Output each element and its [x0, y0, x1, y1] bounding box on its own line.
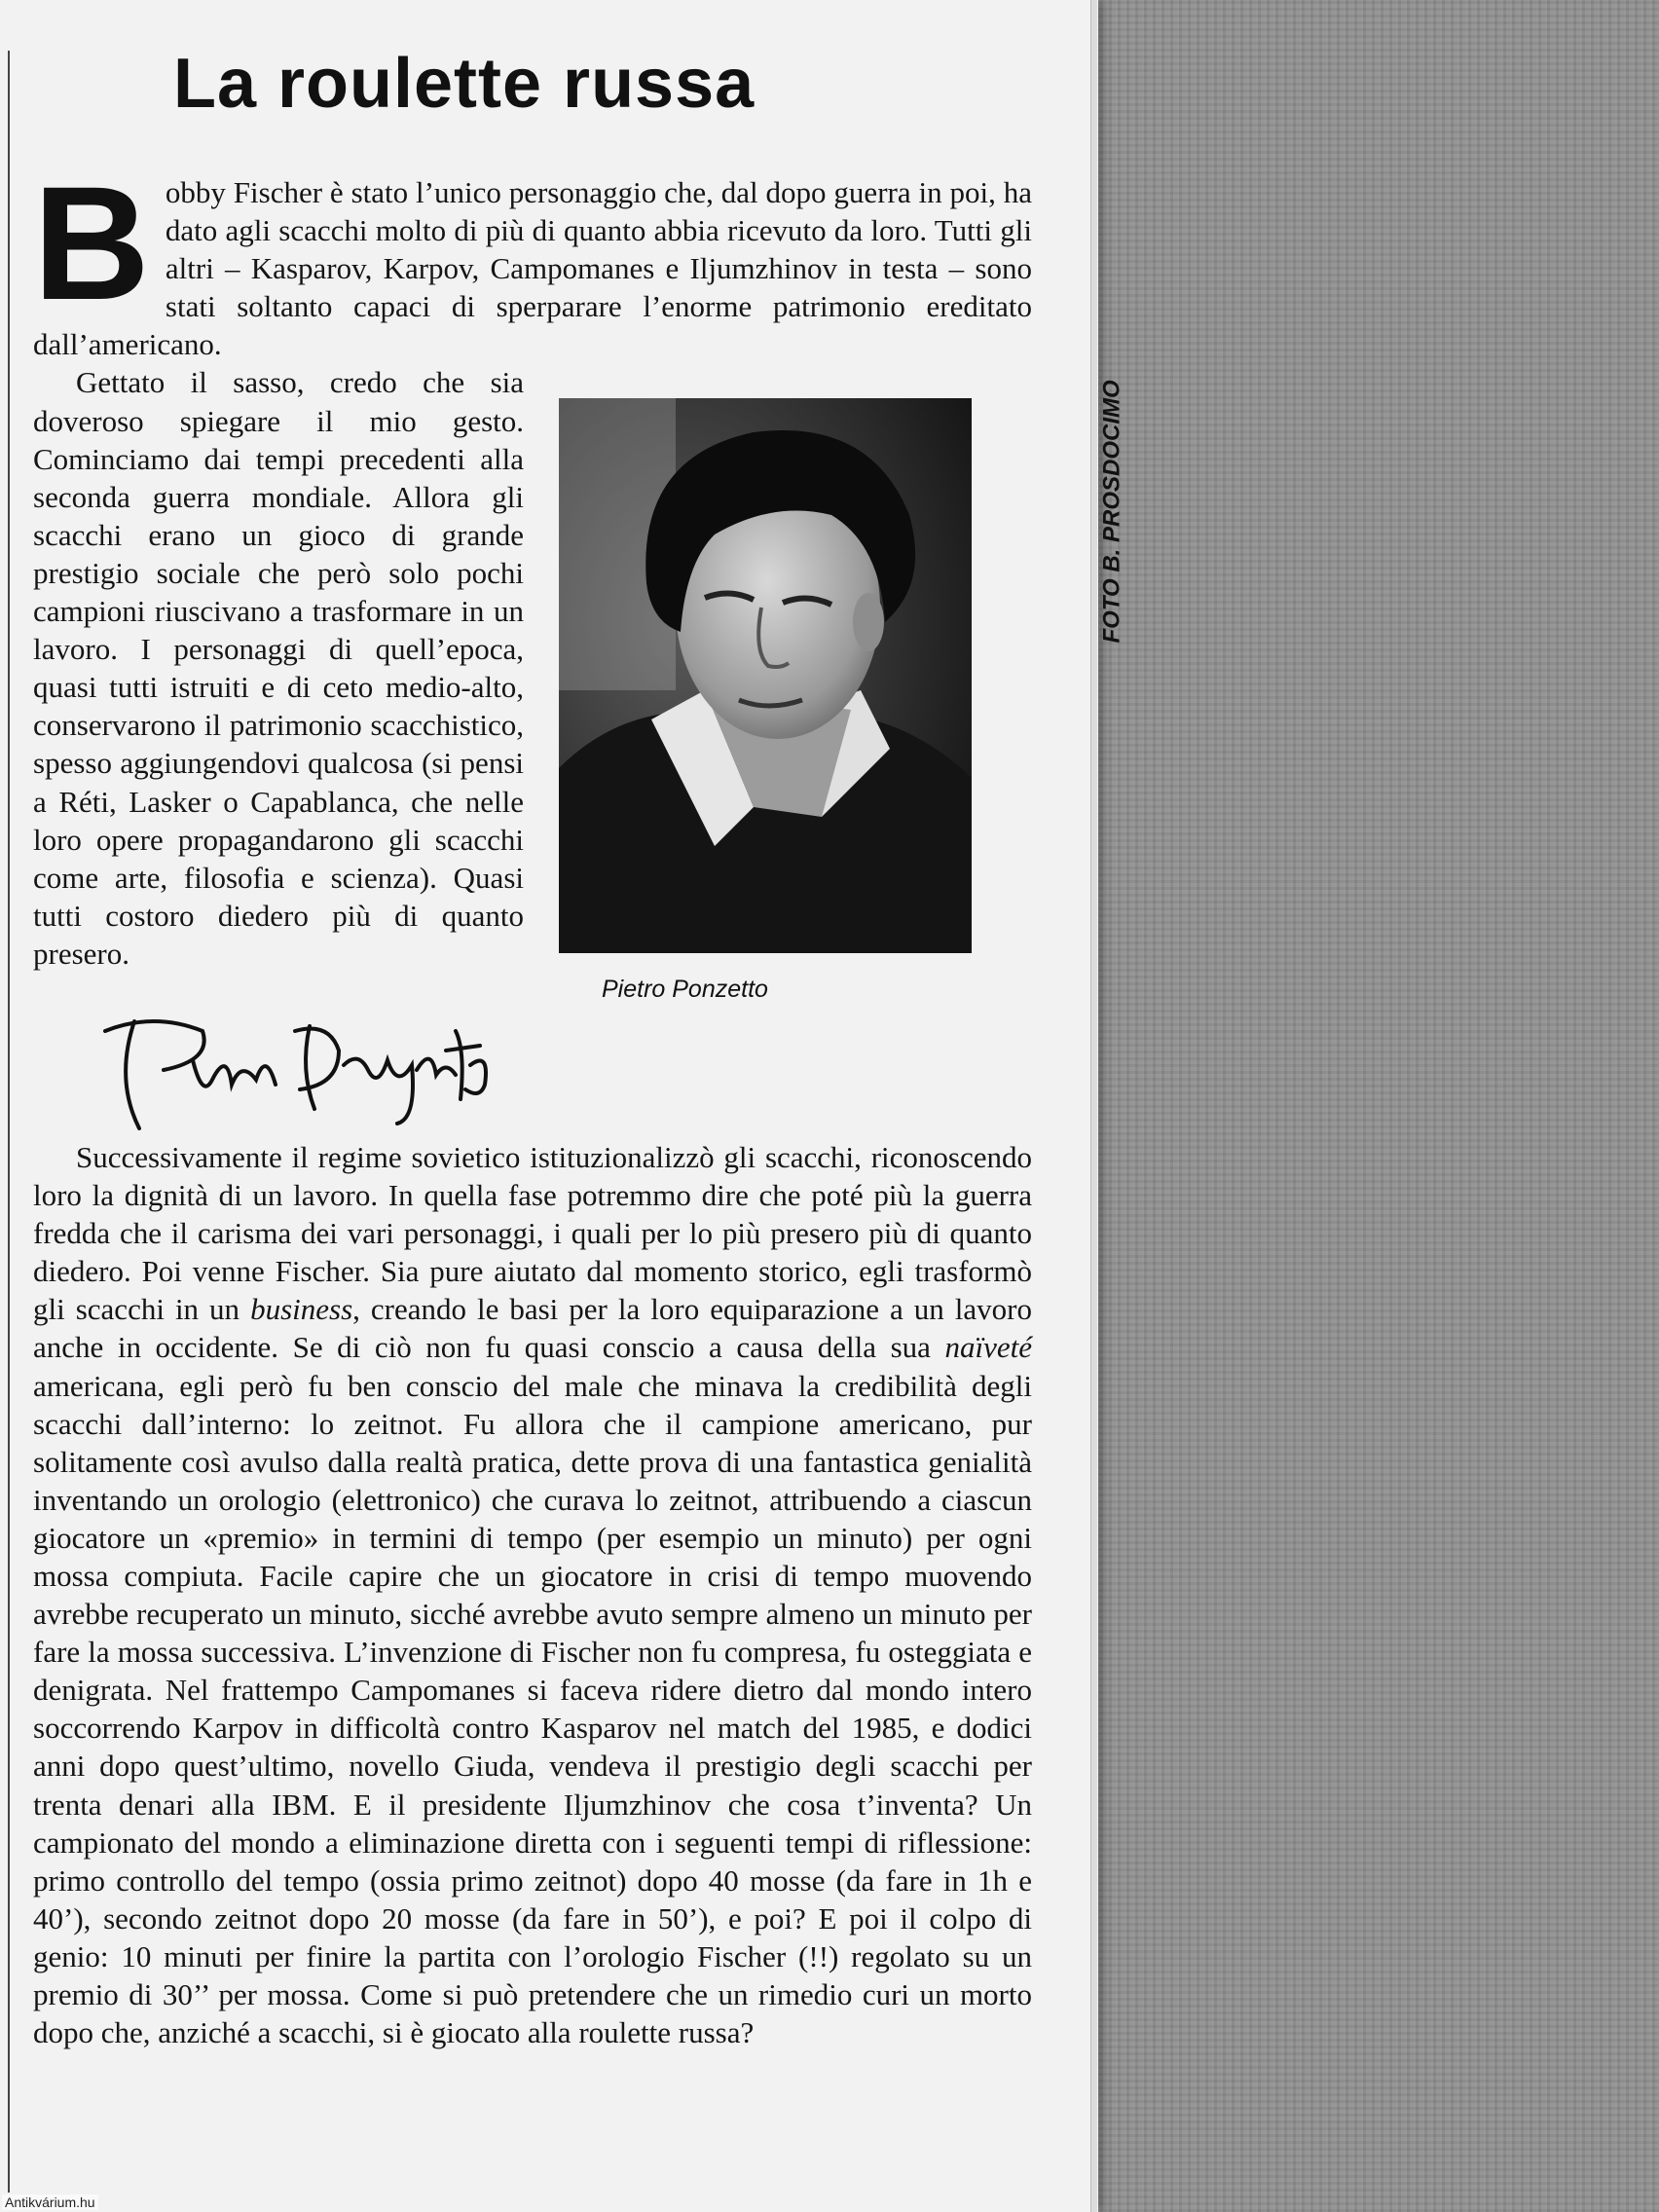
portrait-photo	[559, 398, 972, 953]
watermark: Antikvárium.hu	[2, 2194, 98, 2210]
photo-caption: Pietro Ponzetto	[602, 976, 768, 1004]
paragraph-3	[33, 973, 1032, 2051]
italic-naivete: naïveté	[944, 1330, 1033, 1365]
article-body	[33, 154, 1125, 2051]
page-edge	[1090, 0, 1097, 2212]
drop-cap: B	[33, 154, 150, 334]
portrait-image	[559, 398, 972, 953]
paragraph-3-text-b: , creando le basi per la loro equiparazione a un lavoro anche in occidente. Se di ciò non fu quasi conscio a causa della sua	[33, 1292, 1032, 1365]
paragraph-2-text: Gettato il sasso, credo che sia doveroso spiegare il mio gesto. Cominciamo dai tempi precedenti alla seconda guerra mondiale. Allora gli scacchi erano un gioco di grande prestigio sociale che però solo pochi campioni riuscivano a trasformare in un lavoro. I personaggi di quell’epoca, quasi tutti istruiti e di ceto medio-alto, conservarono il patrimonio scacchistico, spesso aggiungendovi qualcosa (si pensi a Réti, Lasker o Capablanca, che nelle loro opere propagandarono gli scacchi come arte, filosofia e scienza). Quasi tutti costoro diedero più di quanto presero.	[33, 365, 524, 971]
paragraph-2	[33, 363, 1125, 1004]
signature-image	[95, 992, 504, 1138]
author-signature	[95, 992, 504, 1138]
left-column-rule	[8, 51, 10, 2193]
italic-business: business	[250, 1292, 353, 1327]
paragraph-1-text: obby Fischer è stato l’unico personaggio che, dal dopo guerra in poi, ha dato agli scacchi molto di più di quanto abbia ricevuto da loro. Tutti gli altri – Kasparov, Karpov, Campomanes e Iljumzhinov in testa – sono stati soltanto capaci di sperparare l’enorme patrimonio ereditato dall’americano.	[33, 175, 1032, 362]
background-texture	[1098, 0, 1659, 2212]
article-title: La roulette russa	[173, 45, 756, 123]
paragraph-3-text-a: Successivamente il regime sovietico istituzionalizzò gli scacchi, riconoscendo loro la dignità di un lavoro. In quella fase potremmo dire che poté più la guerra fredda che il carisma dei vari personaggi, i quali per lo più presero più di quanto diedero. Poi venne Fischer. Sia pure aiutato dal momento storico, egli trasformò gli scacchi in un	[33, 1139, 1032, 1327]
portrait-figure	[545, 375, 1125, 1004]
paragraph-3-text-c: americana, egli però fu ben conscio del male che minava la credibilità degli scacchi dall’interno: lo zeitnot. Fu allora che il campione americano, pur solitamente così avulso dalla realtà pratica, dette prova di una fantastica genialità inventando un orologio (elettronico) che curava lo zeitnot, attribuendo a ciascun giocatore un «premio» in termini di tempo (per esempio un minuto) per ogni mossa compiuta. Facile capire che un giocatore in crisi di tempo muovendo avrebbe recuperato un minuto, sicché avrebbe avuto sempre almeno un minuto per fare la mossa successiva. L’invenzione di Fischer non fu compresa, fu osteggiata e denigrata. Nel frattempo Campomanes si faceva ridere dietro dal mondo intero soccorrendo Karpov in difficoltà contro Kasparov nel match del 1985, e dodici anni dopo quest’ultimo, novello Giuda, vendeva il prestigio degli scacchi per trenta denari alla IBM. E il presidente Iljumzhinov che cosa t’inventa? Un campionato del mondo a eliminazione diretta con i seguenti tempi di riflessione: primo controllo del tempo (ossia primo zeitnot) dopo 40 mosse (da fare in 1h e 40’), secondo zeitnot dopo 20 mosse (da fare in 50’), e poi? E poi il colpo di genio: 10 minuti per finire la partita con l’orologio Fischer (!!) regolato su un premio di 30’’ per mossa. Come si può pretendere che un rimedio curi un morto dopo che, anziché a scacchi, si è giocato alla roulette russa?	[33, 1368, 1032, 2050]
paragraph-1	[33, 154, 1032, 363]
photo-credit: FOTO B. PROSDOCIMO	[1098, 380, 1125, 645]
